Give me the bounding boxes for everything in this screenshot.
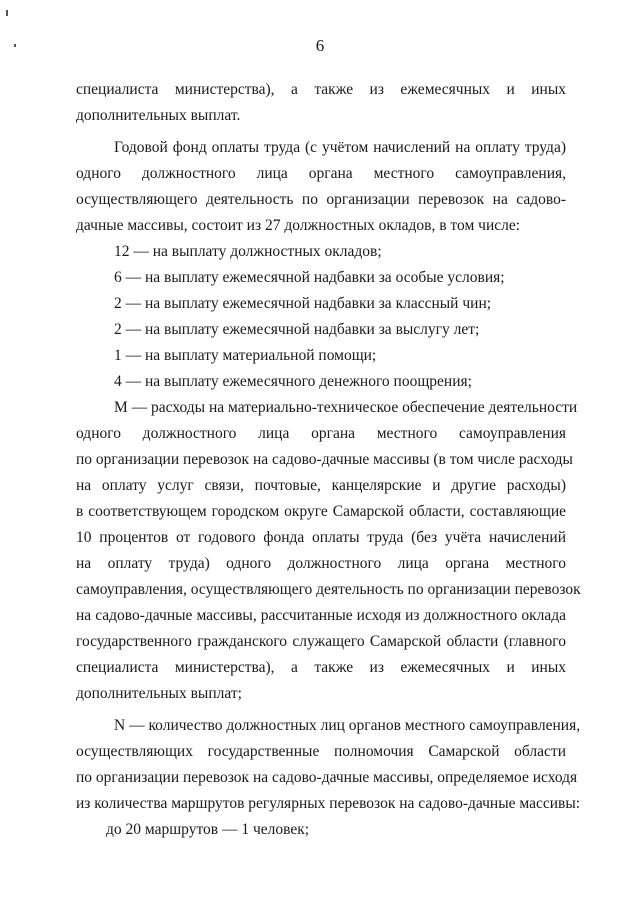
text-line: по организации перевозок на садово-дачные массивы (в том числе расходы [76,451,573,468]
list-item: 6 — на выплату ежемесячной надбавки за особые условия; [114,269,505,286]
text-line: в соответствующем городском округе Самарской области, составляющие [76,503,566,520]
text-line: дополнительных выплат. [76,107,241,124]
list-item: 4 — на выплату ежемесячного денежного поощрения; [114,373,472,390]
text-line: одного должностного лица органа местного самоуправления, [76,165,566,182]
text-line: специалиста министерства), а также из ежемесячных и иных [76,659,566,676]
list-item: 2 — на выплату ежемесячной надбавки за классный чин; [114,295,492,312]
paragraph-first-line: N — количество должностных лиц органов местного самоуправления, [114,717,581,734]
text-line: на садово-дачные массивы, рассчитанные исходя из должностного оклада [76,607,566,624]
text-line: на оплату услуг связи, почтовые, канцелярские и другие расходы) [76,477,566,494]
text-line: осуществляющего деятельность по организации перевозок на садово- [76,191,566,208]
document-body [76,77,581,843]
text-line: осуществляющих государственные полномочия Самарской области [76,743,566,760]
list-item: до 20 маршрутов — 1 человек; [106,821,310,838]
text-line: одного должностного лица органа местного самоуправления [76,425,566,442]
scan-mark-top [6,10,8,16]
text-line: дачные массивы, состоит из 27 должностных окладов, в том числе: [76,217,521,234]
page-number: 6 [315,36,325,55]
text-line: по организации перевозок на садово-дачные массивы, определяемое исходя [76,769,578,786]
text-line: на оплату труда) одного должностного лица органа местного [76,555,566,572]
text-line: специалиста министерства), а также из ежемесячных и иных [76,81,566,98]
paragraph-first-line: Годовой фонд оплаты труда (с учётом начислений на оплату труда) [114,139,566,156]
text-line: из количества маршрутов регулярных перевозок на садово-дачные массивы: [76,795,581,812]
text-line: самоуправления, осуществляющего деятельность по организации перевозок [76,581,581,598]
text-line: дополнительных выплат; [76,685,242,702]
text-line: 10 процентов от годового фонда оплаты труда (без учёта начислений [76,529,566,546]
list-item: 12 — на выплату должностных окладов; [114,243,382,260]
list-item: 2 — на выплату ежемесячной надбавки за выслугу лет; [114,321,480,338]
list-item: 1 — на выплату материальной помощи; [114,347,377,364]
text-line: государственного гражданского служащего Самарской области (главного [76,633,566,650]
paragraph-first-line: М — расходы на материально-техническое обеспечение деятельности [114,399,578,416]
